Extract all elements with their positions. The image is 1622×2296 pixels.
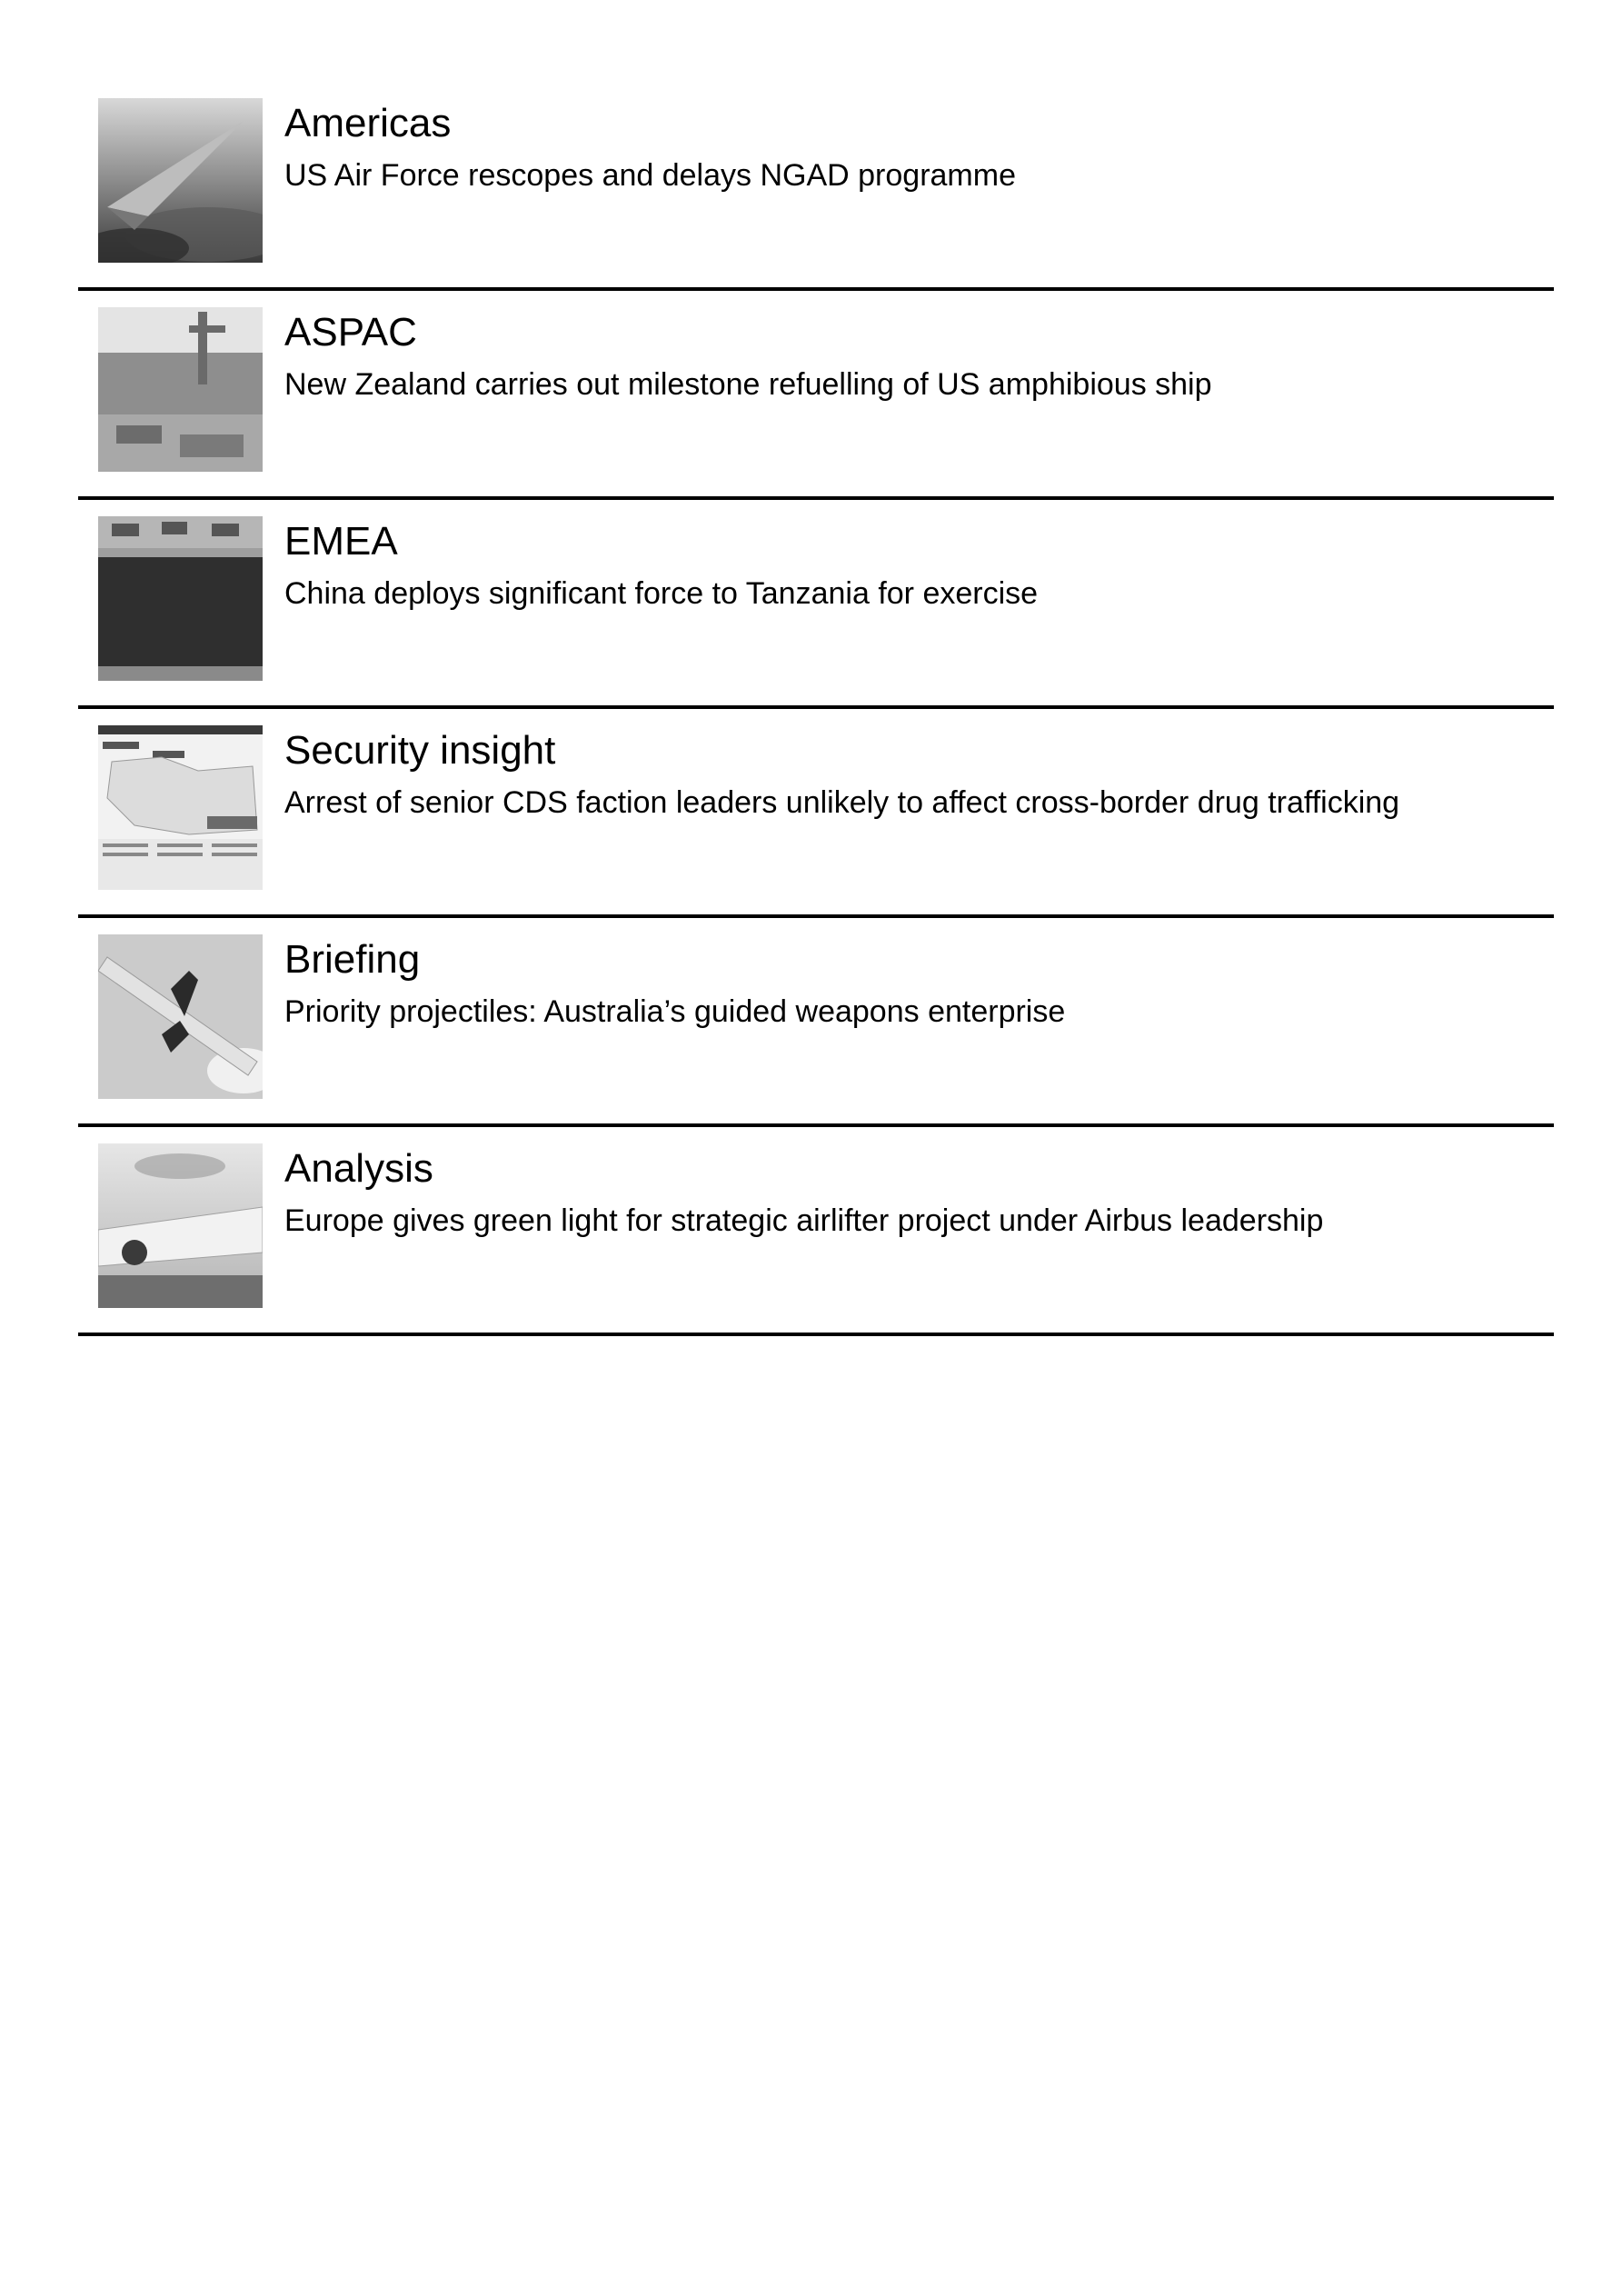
headline-link[interactable]: US Air Force rescopes and delays NGAD programme bbox=[284, 158, 1016, 193]
section-title[interactable]: Briefing bbox=[284, 937, 421, 982]
news-text bbox=[284, 516, 1554, 613]
troops-thumbnail[interactable] bbox=[98, 516, 263, 681]
section-title[interactable]: Security insight bbox=[284, 728, 556, 773]
ship-thumbnail[interactable] bbox=[98, 307, 263, 472]
news-item-analysis[interactable] bbox=[78, 1143, 1554, 1336]
missile-thumbnail[interactable] bbox=[98, 934, 263, 1099]
troop-formation-image bbox=[98, 516, 263, 681]
news-text bbox=[284, 725, 1554, 822]
section-title[interactable]: Analysis bbox=[284, 1146, 433, 1191]
news-text bbox=[284, 1143, 1554, 1240]
amphibious-ship-image bbox=[98, 307, 263, 472]
transport-aircraft-image bbox=[98, 1143, 263, 1308]
news-text bbox=[284, 307, 1554, 404]
news-item-briefing[interactable] bbox=[78, 934, 1554, 1127]
map-thumbnail[interactable] bbox=[98, 725, 263, 890]
aircraft-thumbnail[interactable] bbox=[98, 1143, 263, 1308]
headline-link[interactable]: Arrest of senior CDS faction leaders unlikely to affect cross-border drug trafficking bbox=[284, 785, 1400, 820]
news-text bbox=[284, 98, 1554, 195]
section-title[interactable]: ASPAC bbox=[284, 310, 417, 354]
section-title[interactable]: EMEA bbox=[284, 519, 398, 564]
section-title[interactable]: Americas bbox=[284, 101, 452, 145]
headline-link[interactable]: China deploys significant force to Tanzania for exercise bbox=[284, 576, 1039, 611]
news-item-americas[interactable] bbox=[78, 98, 1554, 291]
news-text bbox=[284, 934, 1554, 1031]
headline-link[interactable]: Europe gives green light for strategic airlifter project under Airbus leadership bbox=[284, 1203, 1324, 1238]
missile-launch-image bbox=[98, 934, 263, 1099]
news-item-emea[interactable] bbox=[78, 516, 1554, 709]
headline-link[interactable]: New Zealand carries out milestone refuelling of US amphibious ship bbox=[284, 367, 1212, 402]
fighter-jet-thumbnail[interactable] bbox=[98, 98, 263, 263]
map-infographic-image bbox=[98, 725, 263, 890]
headline-link[interactable]: Priority projectiles: Australia’s guided weapons enterprise bbox=[284, 994, 1066, 1029]
news-item-aspac[interactable] bbox=[78, 307, 1554, 500]
news-item-security-insight[interactable] bbox=[78, 725, 1554, 918]
news-list bbox=[78, 98, 1554, 1353]
fighter-jet-image bbox=[98, 98, 263, 263]
